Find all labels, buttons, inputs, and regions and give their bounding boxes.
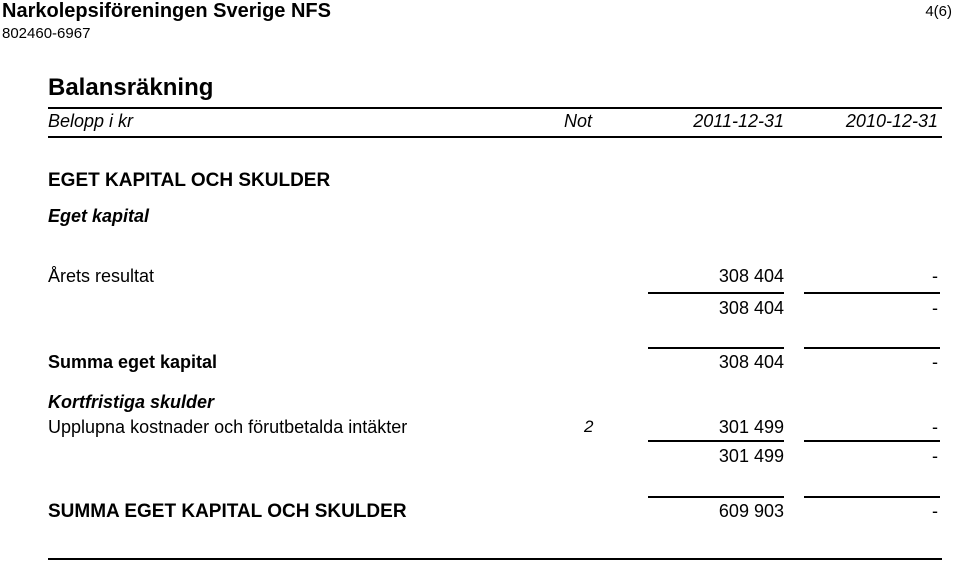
equity-subtotal-rule-2011 (648, 292, 784, 294)
equity-subtotal-2010: - (932, 298, 938, 318)
equity-total-rule-2011 (648, 347, 784, 349)
column-header-year2: 2010-12-31 (845, 111, 938, 131)
column-header-label: Belopp i kr (48, 111, 134, 131)
liabilities-row-label: Upplupna kostnader och förutbetalda intäkter (48, 417, 408, 437)
liabilities-row-value-2010: - (932, 417, 938, 437)
footer-rule (48, 558, 942, 560)
grand-total-rule-2011 (648, 496, 784, 498)
page-title: Balansräkning (48, 74, 214, 101)
column-header-year1: 2011-12-31 (693, 111, 784, 131)
equity-subtotal-2011: 308 404 (718, 298, 784, 318)
organization-number: 802460-6967 (2, 25, 91, 42)
equity-total-label: Summa eget kapital (48, 352, 218, 372)
page-number: 4(6) (925, 3, 952, 20)
grand-total-label: SUMMA EGET KAPITAL OCH SKULDER (48, 501, 407, 522)
title-rule (48, 107, 942, 109)
header-rule (48, 136, 942, 138)
equity-row-value-2011: 308 404 (718, 266, 784, 286)
grand-total-2010: - (932, 501, 938, 521)
liabilities-heading: Kortfristiga skulder (48, 392, 215, 412)
equity-row-label: Årets resultat (48, 266, 155, 286)
column-header-note: Not (564, 111, 593, 131)
liabilities-row-value-2011: 301 499 (718, 417, 784, 437)
organization-name: Narkolepsiföreningen Sverige NFS (2, 0, 331, 22)
grand-total-rule-2010 (804, 496, 940, 498)
equity-heading: Eget kapital (48, 206, 150, 226)
equity-total-rule-2010 (804, 347, 940, 349)
equity-row-value-2010: - (932, 266, 938, 286)
liabilities-row-note: 2 (584, 417, 594, 436)
liabilities-subtotal-rule-2010 (804, 440, 940, 442)
liabilities-subtotal-2010: - (932, 446, 938, 466)
liabilities-subtotal-rule-2011 (648, 440, 784, 442)
equity-total-2011: 308 404 (718, 352, 784, 372)
equity-total-2010: - (932, 352, 938, 372)
equity-subtotal-rule-2010 (804, 292, 940, 294)
liabilities-subtotal-2011: 301 499 (718, 446, 784, 466)
grand-total-2011: 609 903 (718, 501, 784, 521)
section-heading: EGET KAPITAL OCH SKULDER (48, 170, 331, 191)
